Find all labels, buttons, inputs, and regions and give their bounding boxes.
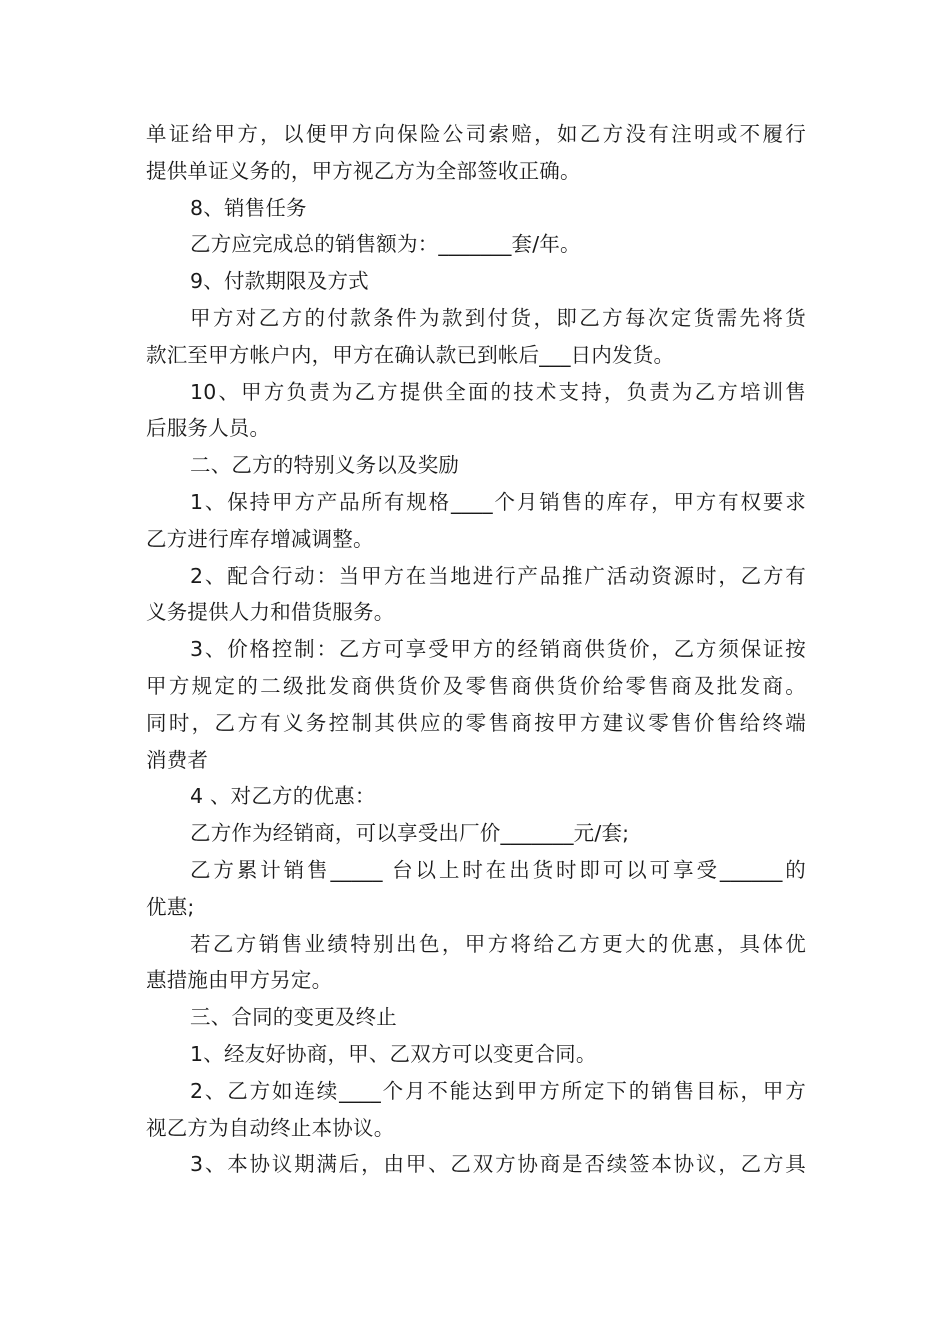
text-line: 款汇至甲方帐户内，甲方在确认款已到帐后___日内发货。 <box>146 342 675 367</box>
text-line: 4 、对乙方的优惠： <box>190 784 376 809</box>
text-line: 8、销售任务 <box>190 195 307 220</box>
text-line: 若乙方销售业绩特别出色，甲方将给乙方更大的优惠，具体优 <box>190 931 806 956</box>
text-line: 3、价格控制：乙方可享受甲方的经销商供货价，乙方须保证按 <box>190 637 806 662</box>
text-line: 乙方应完成总的销售额为：_______套/年。 <box>190 232 581 257</box>
text-line: 同时，乙方有义务控制其供应的零售商按甲方建议零售价售给终端 <box>146 710 806 735</box>
text-line: 视乙方为自动终止本协议。 <box>146 1115 395 1140</box>
text-line: 1、保持甲方产品所有规格____个月销售的库存，甲方有权要求 <box>190 489 806 514</box>
text-line: 惠措施由甲方另定。 <box>146 968 333 993</box>
text-line: 消费者 <box>146 747 209 772</box>
text-line: 单证给甲方，以便甲方向保险公司索赔，如乙方没有注明或不履行 <box>146 122 806 146</box>
text-line: 2、乙方如连续____个月不能达到甲方所定下的销售目标，甲方 <box>190 1078 806 1103</box>
text-line: 后服务人员。 <box>146 416 271 441</box>
text-line: 2、配合行动：当甲方在当地进行产品推广活动资源时，乙方有 <box>190 563 806 588</box>
document-body <box>146 116 806 1183</box>
text-line: 三、合同的变更及终止 <box>190 1005 397 1030</box>
text-line: 二、乙方的特别义务以及奖励 <box>190 453 460 478</box>
text-line: 9、付款期限及方式 <box>190 269 369 294</box>
text-line: 1、经友好协商，甲、乙双方可以变更合同。 <box>190 1041 597 1066</box>
text-line: 甲方规定的二级批发商供货价及零售商供货价给零售商及批发商。 <box>146 673 806 698</box>
text-line: 乙方累计销售_____ 台以上时在出货时即可以可享受______的 <box>190 857 806 882</box>
text-line: 3、本协议期满后，由甲、乙双方协商是否续签本协议，乙方具 <box>190 1152 806 1177</box>
text-line: 10、甲方负责为乙方提供全面的技术支持，负责为乙方培训售 <box>190 379 806 404</box>
text-line: 义务提供人力和借货服务。 <box>146 600 395 625</box>
text-line: 乙方作为经销商，可以享受出厂价_______元/套; <box>190 821 630 846</box>
text-line: 乙方进行库存增减调整。 <box>146 526 374 551</box>
text-line: 甲方对乙方的付款条件为款到付货，即乙方每次定货需先将货 <box>190 305 806 330</box>
text-line: 提供单证义务的，甲方视乙方为全部签收正确。 <box>146 158 581 183</box>
text-line: 优惠; <box>146 894 195 919</box>
